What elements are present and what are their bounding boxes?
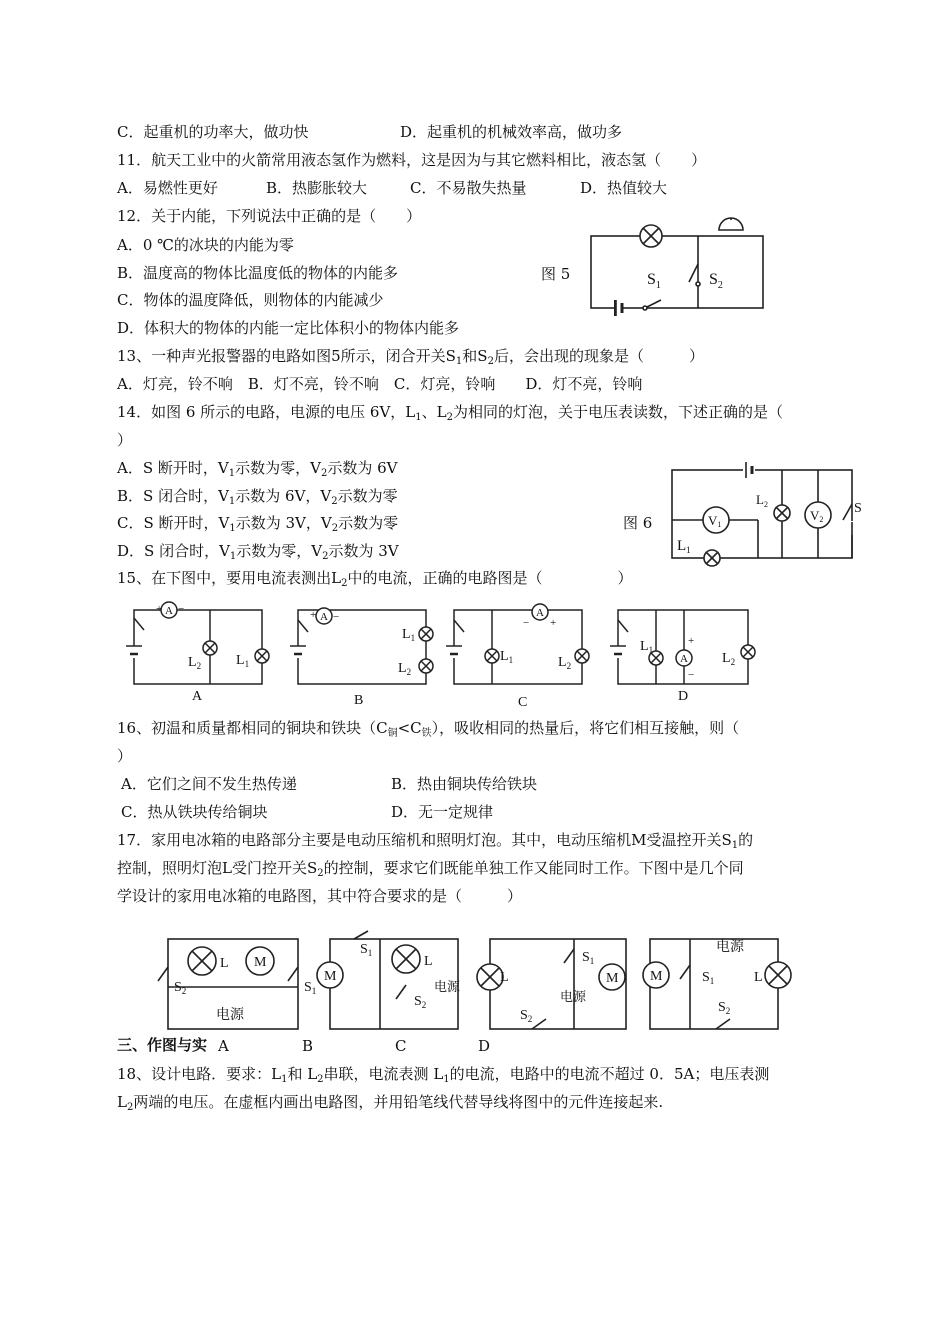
q17-line3: 学设计的家用电冰箱的电路图，其中符合要求的是（ ）: [117, 887, 523, 905]
svg-text:A: A: [536, 607, 544, 619]
q18-line1: 18、设计电路．要求：$L_1$和 $L_2$串联，电流表测 $L_1$的电流，电路中的电流不超过 0．5A；电压表测: [117, 1065, 770, 1085]
q10-option-d: D．起重机的机械效率高，做功多: [400, 123, 623, 141]
svg-text:+: +: [156, 603, 163, 615]
svg-text:L2: $L_2$: [558, 655, 572, 671]
q13-options: A．灯亮，铃不响 B．灯不亮，铃不响 C．灯亮，铃响 D．灯不亮，铃响: [117, 375, 643, 393]
q16-option-c: C．热从铁块传给铜块: [121, 803, 268, 821]
svg-text:A: A: [680, 653, 688, 665]
q15-label-a: A: [192, 689, 203, 704]
q11-option-a: A．易燃性更好: [117, 179, 218, 197]
q12-option-c: C．物体的温度降低，则物体的内能减少: [117, 291, 384, 309]
svg-text:−: −: [178, 603, 185, 615]
svg-text:L1: $L_1$: [640, 639, 654, 655]
fig5-s1-label: S: [647, 271, 656, 288]
fig6-l2-label: L: [756, 492, 764, 507]
q16-stem-end: ）: [117, 747, 133, 765]
q15-label-b: B: [354, 693, 364, 708]
q16-stem: 16、初温和质量都相同的铜块和铁块$(C_铜<C_铁)$，吸收相同的热量后，将它们相互接触，则（: [117, 719, 740, 739]
q18-line2: $L_2$两端的电压。在虚框内画出电路图，并用铅笔线代替导线将图中的元件连接起来.: [117, 1093, 664, 1113]
svg-text:S2: $S_2$: [718, 1000, 731, 1016]
q11-stem: 11．航天工业中的火箭常用液态氢作为燃料，这是因为与其它燃料相比，液态氢（ ）: [117, 151, 707, 169]
svg-text:S1: $S_1$: [360, 942, 373, 958]
q12-option-d: D．体积大的物体的内能一定比体积小的物体内能多: [117, 319, 460, 337]
svg-text:L2: $L_2$: [188, 655, 202, 671]
svg-text:L2: $L_2$: [756, 492, 768, 509]
q12-option-b: B．温度高的物体比温度低的物体的内能多: [117, 264, 399, 282]
svg-text:M: M: [324, 969, 337, 984]
q17-line2: 控制，照明灯泡L受门控开关$S_2$的控制，要求它们既能单独工作又能同时工作。下图中是几个同: [117, 859, 744, 879]
fig6-l1-label: L: [677, 538, 687, 554]
svg-text:S2: $S_2$: [709, 271, 723, 291]
q14-stem: 14．如图 6 所示的电路，电源的电压 6V，$L_1$、$L_2$为相同的灯泡，关于电压表读数，下述正确的是（: [117, 403, 784, 423]
svg-text:S2: $S_2$: [414, 994, 427, 1010]
svg-text:S1: $S_1$: [647, 271, 661, 291]
q16-option-b: B．热由铜块传给铁块: [391, 775, 538, 793]
fig5-s2-label: S: [709, 271, 718, 288]
svg-text:A: A: [165, 605, 173, 617]
q17-power-b: 电源: [434, 979, 461, 994]
svg-text:V2: V2: [810, 508, 824, 524]
fig6-caption: 图 6: [623, 514, 653, 532]
svg-text:L1: $L_1$: [402, 627, 416, 643]
q17-label-d: D: [478, 1037, 491, 1055]
q11-option-c: C．不易散失热量: [410, 179, 527, 197]
svg-text:M: M: [650, 969, 663, 984]
q17-circuits: [150, 925, 810, 1033]
svg-text:L: L: [220, 956, 229, 971]
fig5-caption: 图 5: [541, 265, 571, 283]
q11-option-d: D．热值较大: [580, 179, 668, 197]
svg-text:M: M: [606, 971, 619, 986]
svg-text:L1: $L_1$: [677, 538, 691, 555]
q15-label-c: C: [518, 695, 528, 708]
q15-circuits: [120, 598, 770, 708]
q14-stem-end: ）: [117, 431, 133, 449]
q17-power-c: 电源: [560, 989, 587, 1004]
q15-stem: 15、在下图中，要用电流表测出$L_2$中的电流，正确的电路图是（ ）: [117, 569, 633, 589]
svg-text:L: L: [424, 954, 433, 969]
fig6-circuit: [668, 458, 868, 570]
svg-text:S2: $S_2$: [520, 1008, 533, 1024]
svg-text:S1: $S_1$: [304, 980, 317, 996]
q13-stem: 13、一种声光报警器的电路如图5所示，闭合开关$S_1$和$S_2$后，会出现的现象是（ ）: [117, 347, 704, 367]
svg-text:+: +: [688, 635, 695, 647]
q17-power-a: 电源: [216, 1008, 244, 1023]
fig5-circuit: [585, 212, 770, 322]
q10-option-c: C．起重机的功率大，做功快: [117, 123, 309, 141]
svg-text:L: L: [500, 970, 509, 985]
svg-text:L: L: [754, 970, 763, 985]
q16-option-d: D．无一定规律: [391, 803, 494, 821]
q17-power-d: 电源: [716, 940, 744, 955]
q17-label-a: A: [218, 1037, 229, 1055]
svg-text:A: A: [320, 611, 328, 623]
q17-label-b: B: [302, 1037, 314, 1055]
section3-title: 三、作图与实: [117, 1037, 208, 1054]
q14-option-c: C．S 断开时，$V_1$示数为 3V，$V_2$示数为零: [117, 514, 399, 534]
svg-text:−: −: [688, 669, 695, 681]
svg-text:M: M: [254, 955, 267, 970]
q14-option-d: D．S 闭合时，$V_1$示数为零，$V_2$示数为 3V: [117, 542, 399, 562]
q16-option-a: A．它们之间不发生热传递: [121, 775, 297, 793]
svg-text:S1: $S_1$: [702, 970, 715, 986]
svg-text:−: −: [333, 611, 340, 623]
fig6-s-label: S: [854, 501, 862, 516]
svg-text:L2: $L_2$: [398, 661, 412, 677]
q17-line1: 17．家用电冰箱的电路部分主要是电动压缩机和照明灯泡。其中，电动压缩机M受温控开关$S_1$的: [117, 831, 754, 851]
q14-option-a: A．S 断开时，$V_1$示数为零，$V_2$示数为 6V: [117, 459, 398, 479]
svg-text:L1: $L_1$: [236, 653, 250, 669]
q11-option-b: B．热膨胀较大: [266, 179, 368, 197]
q15-label-d: D: [678, 689, 689, 704]
svg-text:L1: $L_1$: [500, 649, 514, 665]
svg-text:+: +: [310, 609, 317, 621]
svg-text:S2: $S_2$: [174, 980, 187, 996]
q12-stem: 12．关于内能，下列说法中正确的是（ ）: [117, 207, 422, 225]
q14-option-b: B．S 闭合时，$V_1$示数为 6V，$V_2$示数为零: [117, 487, 398, 507]
svg-text:L2: $L_2$: [722, 651, 736, 667]
q17-label-c: C: [395, 1037, 407, 1055]
svg-text:S1: $S_1$: [582, 950, 595, 966]
svg-text:+: +: [550, 617, 557, 629]
q12-option-a: A．0 ℃的冰块的内能为零: [117, 236, 294, 254]
svg-text:−: −: [523, 617, 530, 629]
svg-text:V1: V1: [708, 513, 722, 529]
